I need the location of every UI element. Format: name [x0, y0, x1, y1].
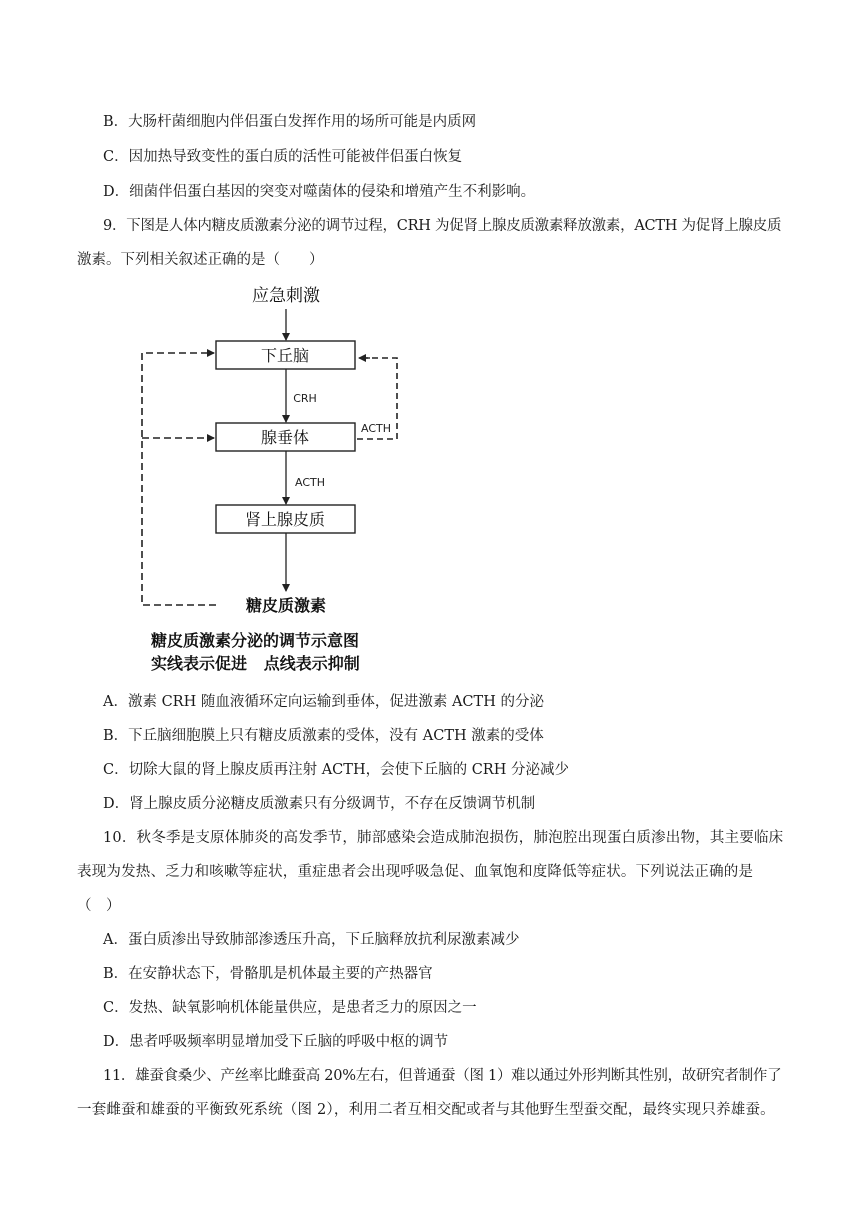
q10-option-b: B．在安静状态下，骨骼肌是机体最主要的产热器官	[103, 966, 433, 982]
diagram-caption-title: 糖皮质激素分泌的调节示意图	[151, 631, 360, 650]
q8-option-d: D．细菌伴侣蛋白基因的突变对噬菌体的侵染和增殖产生不利影响。	[103, 184, 536, 200]
q9-stem-line2: 激素。下列相关叙述正确的是（ ）	[77, 252, 324, 268]
q8-option-b: B．大肠杆菌细胞内伴侣蛋白发挥作用的场所可能是内质网	[103, 114, 477, 130]
q11-stem-line1: 11．雄蚕食桑少、产丝率比雌蚕高 20%左右，但普通蚕（图 1）难以通过外形判断其性别，故研究者制作了	[103, 1068, 782, 1084]
q10-stem-line2: 表现为发热、乏力和咳嗽等症状，重症患者会出现呼吸急促、血氧饱和度降低等症状。下列说法正确的是	[77, 864, 754, 880]
q9-option-d: D．肾上腺皮质分泌糖皮质激素只有分级调节，不存在反馈调节机制	[103, 796, 536, 812]
diagram-caption-legend: 实线表示促进 点线表示抑制	[151, 654, 360, 673]
q8-option-c: C．因加热导致变性的蛋白质的活性可能被伴侣蛋白恢复	[103, 149, 463, 165]
acth-label: ACTH	[294, 476, 326, 489]
q10-stem-line1: 10．秋冬季是支原体肺炎的高发季节，肺部感染会造成肺泡损伤，肺泡腔出现蛋白质渗出物，其主要临床	[103, 830, 784, 846]
pituitary-label: 腺垂体	[260, 428, 310, 447]
adrenal-cortex-label: 肾上腺皮质	[244, 510, 326, 529]
hypothalamus-label: 下丘脑	[260, 346, 310, 365]
q10-option-c: C．发热、缺氧影响机体能量供应，是患者乏力的原因之一	[103, 1000, 477, 1016]
q10-option-a: A．蛋白质渗出导致肺部渗透压升高，下丘脑释放抗利尿激素减少	[103, 932, 520, 948]
crh-label: CRH	[293, 392, 317, 405]
glucocorticoid-label: 糖皮质激素	[245, 596, 327, 615]
q9-option-c: C．切除大鼠的肾上腺皮质再注射 ACTH，会使下丘脑的 CRH 分泌减少	[103, 762, 569, 778]
hormone-regulation-diagram	[130, 278, 420, 678]
feedback-acth-label: ACTH	[360, 422, 392, 435]
q10-option-d: D．患者呼吸频率明显增加受下丘脑的呼吸中枢的调节	[103, 1034, 449, 1050]
q9-option-a: A．激素 CRH 随血液循环定向运输到垂体，促进激素 ACTH 的分泌	[103, 694, 544, 710]
q9-stem-line1: 9．下图是人体内糖皮质激素分泌的调节过程，CRH 为促肾上腺皮质激素释放激素，ACTH 为促肾上腺皮质	[103, 218, 782, 234]
q9-option-b: B．下丘脑细胞膜上只有糖皮质激素的受体，没有 ACTH 激素的受体	[103, 728, 544, 744]
q10-stem-line3: （ ）	[77, 898, 121, 914]
stimulus-label: 应急刺激	[252, 286, 320, 306]
q11-stem-line2: 一套雌蚕和雄蚕的平衡致死系统（图 2），利用二者互相交配或者与其他野生型蚕交配，最终实现只养雄蚕。	[77, 1102, 775, 1118]
